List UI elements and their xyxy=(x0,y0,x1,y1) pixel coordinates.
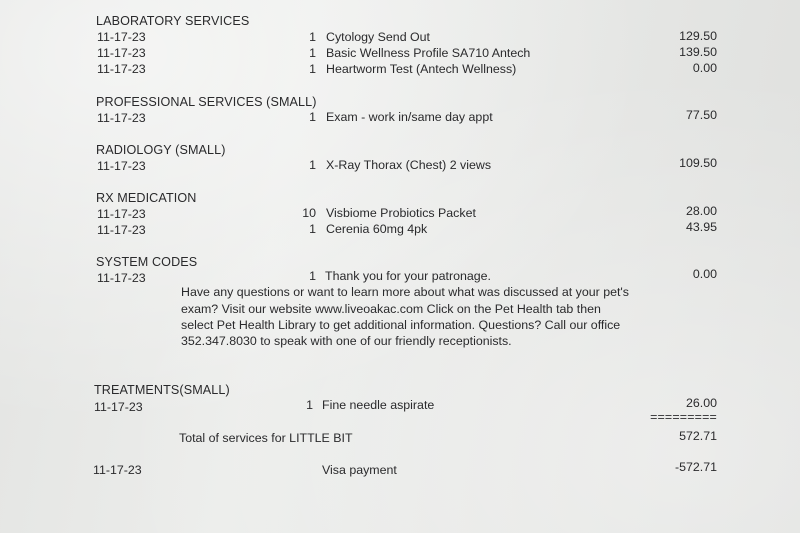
line-date: 11-17-23 xyxy=(97,46,146,60)
line-amount: 0.00 xyxy=(692,61,717,75)
line-description: Basic Wellness Profile SA710 Antech xyxy=(326,46,531,60)
line-date: 11-17-23 xyxy=(97,111,146,125)
line-date: 11-17-23 xyxy=(97,30,146,44)
line-description: Heartworm Test (Antech Wellness) xyxy=(326,62,517,76)
line-description: Visbiome Probiotics Packet xyxy=(326,206,476,220)
total-label: Total of services for LITTLE BIT xyxy=(179,431,353,445)
line-description: Fine needle aspirate xyxy=(322,398,435,412)
system-note-line: select Pet Health Library to get additional information. Questions? Call our office xyxy=(181,318,621,332)
line-description: Exam - work in/same day appt xyxy=(326,110,493,124)
line-qty: 1 xyxy=(309,30,316,44)
line-qty: 10 xyxy=(302,206,316,220)
line-amount: 77.50 xyxy=(685,108,717,122)
system-note-line: Have any questions or want to learn more about what was discussed at your pet's xyxy=(181,285,629,299)
line-description: X-Ray Thorax (Chest) 2 views xyxy=(326,158,492,172)
section-heading-laboratory: LABORATORY SERVICES xyxy=(96,14,250,28)
section-heading-system: SYSTEM CODES xyxy=(96,255,198,269)
total-amount: 572.71 xyxy=(679,429,717,443)
line-amount: 129.50 xyxy=(679,29,717,43)
section-heading-professional: PROFESSIONAL SERVICES (SMALL) xyxy=(96,95,317,109)
payment-label: Visa payment xyxy=(322,463,397,477)
section-heading-radiology: RADIOLOGY (SMALL) xyxy=(96,143,226,157)
line-qty: 1 xyxy=(309,158,316,172)
section-heading-rx: RX MEDICATION xyxy=(96,191,197,205)
line-date: 11-17-23 xyxy=(97,271,146,285)
line-qty: 1 xyxy=(309,46,316,60)
line-date: 11-17-23 xyxy=(97,159,146,173)
line-qty: 1 xyxy=(309,222,316,236)
line-amount: 0.00 xyxy=(692,267,717,281)
line-qty: 1 xyxy=(309,269,316,283)
payment-amount: -572.71 xyxy=(674,460,717,474)
line-description: Thank you for your patronage. xyxy=(325,269,491,283)
section-heading-treatments: TREATMENTS(SMALL) xyxy=(94,383,230,397)
line-qty: 1 xyxy=(306,398,313,412)
line-amount: 28.00 xyxy=(685,204,717,218)
total-separator: ========= xyxy=(650,410,717,424)
line-amount: 109.50 xyxy=(679,156,717,170)
system-note-line: 352.347.8030 to speak with one of our friendly receptionists. xyxy=(181,334,512,348)
line-amount: 139.50 xyxy=(679,45,717,59)
line-date: 11-17-23 xyxy=(97,62,146,76)
line-amount: 43.95 xyxy=(685,220,717,234)
line-description: Cerenia 60mg 4pk xyxy=(326,222,428,236)
line-date: 11-17-23 xyxy=(94,400,143,414)
line-qty: 1 xyxy=(309,110,316,124)
line-qty: 1 xyxy=(309,62,316,76)
payment-date: 11-17-23 xyxy=(93,463,142,477)
line-date: 11-17-23 xyxy=(97,207,146,221)
line-amount: 26.00 xyxy=(685,396,717,410)
line-description: Cytology Send Out xyxy=(326,30,431,44)
system-note-line: exam? Visit our website www.liveoakac.com Click on the Pet Health tab then xyxy=(181,302,601,316)
line-date: 11-17-23 xyxy=(97,223,146,237)
